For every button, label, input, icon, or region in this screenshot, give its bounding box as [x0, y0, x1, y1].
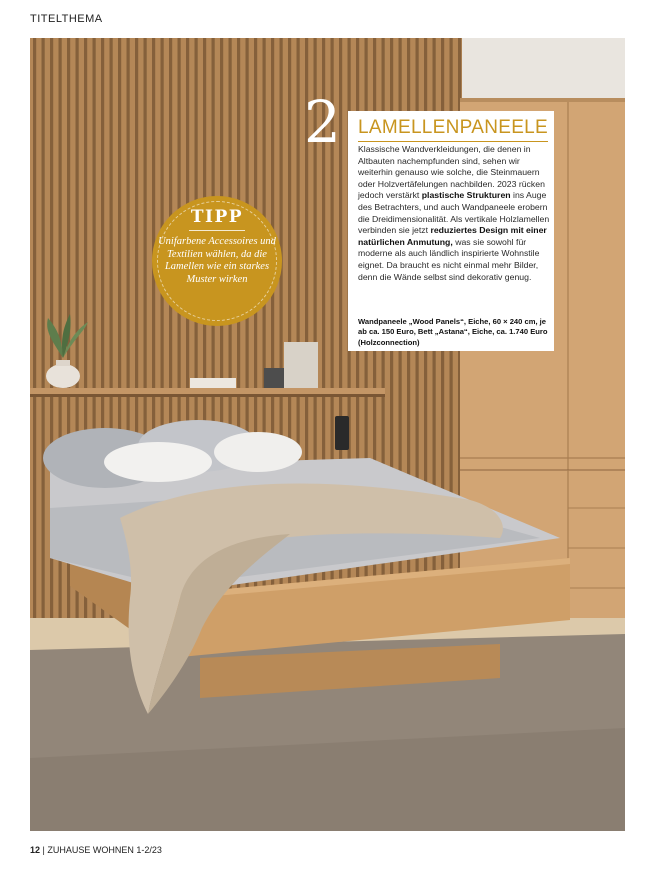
tip-divider	[189, 230, 245, 231]
article-bold-2: reduziertes Design mit einer natürlichen Anmutung,	[358, 225, 547, 247]
tip-badge	[152, 196, 282, 326]
tip-text: Unifarbene Accessoires und Textilien wählen, da die Lamellen wie ein starkes Muster wirken	[158, 236, 276, 285]
page-footer	[30, 845, 162, 855]
article-body	[358, 144, 550, 283]
tip-title: TIPP	[190, 207, 244, 227]
article-title-underline	[358, 141, 548, 142]
page-number: 12	[30, 845, 41, 855]
article-text-1: Klassische Wandverkleidungen, die denen in Altbauten nachempfunden sind, sehen wir weiterhin genauso wie solche, die Steinmauern oder Holzvertäfelungen nachbilden. 2023 rücken jedoch verstärkt	[358, 144, 545, 201]
product-caption: Wandpaneele „Wood Panels“, Eiche, 60 × 240 cm, je ab ca. 150 Euro, Bett „Astana“, Eiche, ca. 1.740 Euro (Holzconnection)	[358, 317, 548, 347]
magazine-name: ZUHAUSE WOHNEN	[47, 845, 134, 855]
issue-number: 1-2/23	[136, 845, 162, 855]
article-number: 2	[304, 88, 341, 156]
article-box	[348, 111, 554, 351]
article-title: LAMELLENPANEELE	[358, 117, 549, 138]
article-bold-1: plastische Strukturen	[421, 190, 511, 201]
section-label: TITELTHEMA	[30, 13, 103, 25]
article-text-2: ins Auge des Betrachters, und auch Wandpaneele erobern die Dreidimensionalität. Als vertikale Holzlamellen verbinden sie jetzt	[358, 190, 550, 236]
article-text-3: was sie sowohl für moderne als auch ländlich inspirierte Wohnstile eignet. Da braucht es nicht einmal mehr Bilder, denn die Wände selbst sind dekorativ genug.	[358, 236, 540, 282]
footer-separator: |	[42, 845, 45, 855]
